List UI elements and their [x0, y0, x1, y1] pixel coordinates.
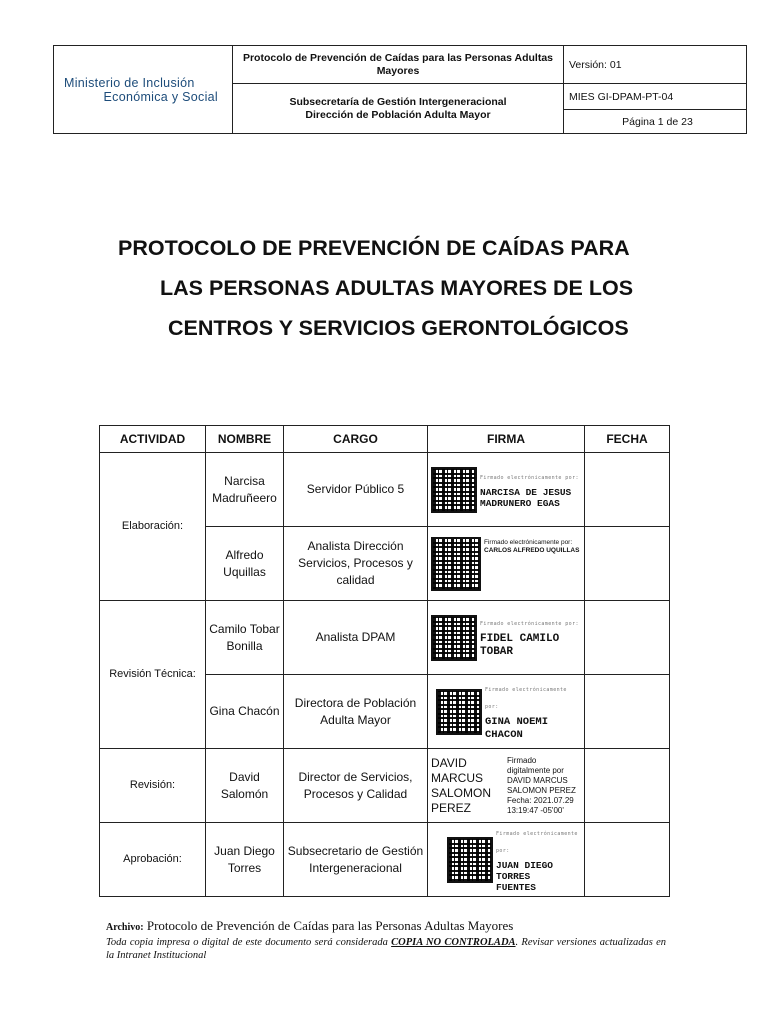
document-header [53, 45, 747, 134]
qr-code-icon [431, 467, 477, 513]
signer-name-line-2: MADRUNERO EGAS [480, 498, 560, 509]
person-name: Juan Diego Torres [206, 823, 284, 897]
person-role: Subsecretario de Gestión Intergeneracional [284, 823, 428, 897]
signed-by-label: Firmado electrónicamente por: [496, 831, 578, 854]
signer-name-line-1: JUAN DIEGO [496, 860, 554, 871]
col-header-nombre: NOMBRE [206, 426, 284, 453]
qr-code-icon [431, 615, 477, 661]
header-subsecretaria: Subsecretaría de Gestión Intergeneracional [289, 95, 507, 108]
person-role: Servidor Público 5 [284, 453, 428, 527]
signer-name-line-2: CHACON [485, 728, 523, 741]
header-code: MIES GI-DPAM-PT-04 [564, 84, 747, 110]
header-version: Versión: 01 [564, 46, 747, 84]
signer-name-line-1: Firmado electrónicamente por: [484, 539, 573, 546]
signature-detail: SALOMON PEREZ [507, 785, 576, 795]
col-header-cargo: CARGO [284, 426, 428, 453]
signature-cell [428, 749, 585, 823]
footer-note [106, 936, 666, 962]
document-footer [106, 918, 666, 962]
signature-cell [428, 601, 585, 675]
table-row [100, 823, 670, 897]
ministry-logo [54, 46, 233, 134]
title-line-3: CENTROS Y SERVICIOS GERONTOLÓGICOS [168, 316, 629, 340]
signature-name-part: SALOMON [431, 785, 492, 800]
signature-cell [428, 527, 585, 601]
header-doc-title: Protocolo de Prevención de Caídas para las Personas Adultas Mayores [233, 46, 564, 84]
person-name: Gina Chacón [206, 675, 284, 749]
header-direccion: Dirección de Población Adulta Mayor [305, 108, 491, 121]
digital-signature-details [507, 756, 576, 816]
person-name: Alfredo Uquillas [206, 527, 284, 601]
signature-detail: digitalmente por [507, 765, 564, 775]
digital-signature-name [431, 756, 507, 816]
activity-aprobacion: Aprobación: [100, 823, 206, 897]
document-title [100, 228, 670, 348]
person-name: Narcisa Madruñeero [206, 453, 284, 527]
date-cell [585, 527, 670, 601]
signer-name-line-1: GINA NOEMI [485, 715, 549, 728]
table-row [100, 601, 670, 675]
person-role: Analista Dirección Servicios, Procesos y calidad [284, 527, 428, 601]
table-header-row [100, 426, 670, 453]
footer-archivo-text: Protocolo de Prevención de Caídas para las Personas Adultas Mayores [146, 918, 514, 933]
person-role: Directora de Población Adulta Mayor [284, 675, 428, 749]
footer-archivo [106, 918, 666, 936]
signature-detail: 13:19:47 -05'00' [507, 805, 564, 815]
person-name: Camilo Tobar Bonilla [206, 601, 284, 675]
qr-code-icon [436, 689, 482, 735]
signer-name-line-1: FIDEL CAMILO [480, 633, 560, 645]
person-name: David Salomón [206, 749, 284, 823]
signer-name-line-2: CARLOS ALFREDO UQUILLAS [484, 547, 580, 554]
signature-detail: DAVID MARCUS [507, 775, 568, 785]
signer-name-line-1: NARCISA DE JESUS [480, 487, 572, 498]
table-row [100, 749, 670, 823]
person-role: Director de Servicios, Procesos y Calidad [284, 749, 428, 823]
signature-name-part: DAVID [431, 755, 467, 770]
signature-detail: Fecha: 2021.07.29 [507, 795, 574, 805]
signature-cell [428, 453, 585, 527]
activity-revision-tecnica: Revisión Técnica: [100, 601, 206, 749]
activity-elaboracion: Elaboración: [100, 453, 206, 601]
header-page: Página 1 de 23 [564, 110, 747, 134]
header-unit [233, 84, 564, 134]
title-line-2: LAS PERSONAS ADULTAS MAYORES DE LOS [160, 276, 634, 300]
footer-archivo-label: Archivo: [106, 922, 144, 933]
date-cell [585, 601, 670, 675]
signed-by-label: Firmado electrónicamente por: [485, 686, 567, 710]
col-header-actividad: ACTIVIDAD [100, 426, 206, 453]
logo-line-2: Económica y Social [103, 89, 218, 104]
qr-code-icon [447, 837, 493, 883]
signer-name-line-3: FUENTES [496, 882, 536, 893]
table-row [100, 453, 670, 527]
logo-line-1: Ministerio de Inclusión [64, 75, 195, 90]
signature-name-part: MARCUS [431, 770, 484, 785]
signer-name-line-2: TORRES [496, 871, 531, 882]
signature-cell [428, 823, 585, 897]
signature-detail: Firmado [507, 755, 537, 765]
signature-table [99, 425, 670, 897]
date-cell [585, 675, 670, 749]
title-line-1: PROTOCOLO DE PREVENCIÓN DE CAÍDAS PARA [118, 236, 630, 260]
signed-by-label: Firmado electrónicamente por: [480, 621, 579, 627]
signed-by-label: Firmado electrónicamente por: [480, 475, 579, 481]
date-cell [585, 749, 670, 823]
footer-note-pre: Toda copia impresa o digital de este documento será considerada [106, 937, 388, 948]
signature-name-part: PEREZ [431, 800, 472, 815]
col-header-fecha: FECHA [585, 426, 670, 453]
qr-code-icon [431, 537, 481, 591]
person-role: Analista DPAM [284, 601, 428, 675]
footer-note-post: . Revisar versiones actualizadas en la Intranet Institucional [106, 937, 666, 961]
signature-cell [428, 675, 585, 749]
footer-note-strong: COPIA NO CONTROLADA [391, 937, 516, 948]
activity-revision: Revisión: [100, 749, 206, 823]
date-cell [585, 823, 670, 897]
col-header-firma: FIRMA [428, 426, 585, 453]
date-cell [585, 453, 670, 527]
signer-name-line-2: TOBAR [480, 646, 514, 658]
